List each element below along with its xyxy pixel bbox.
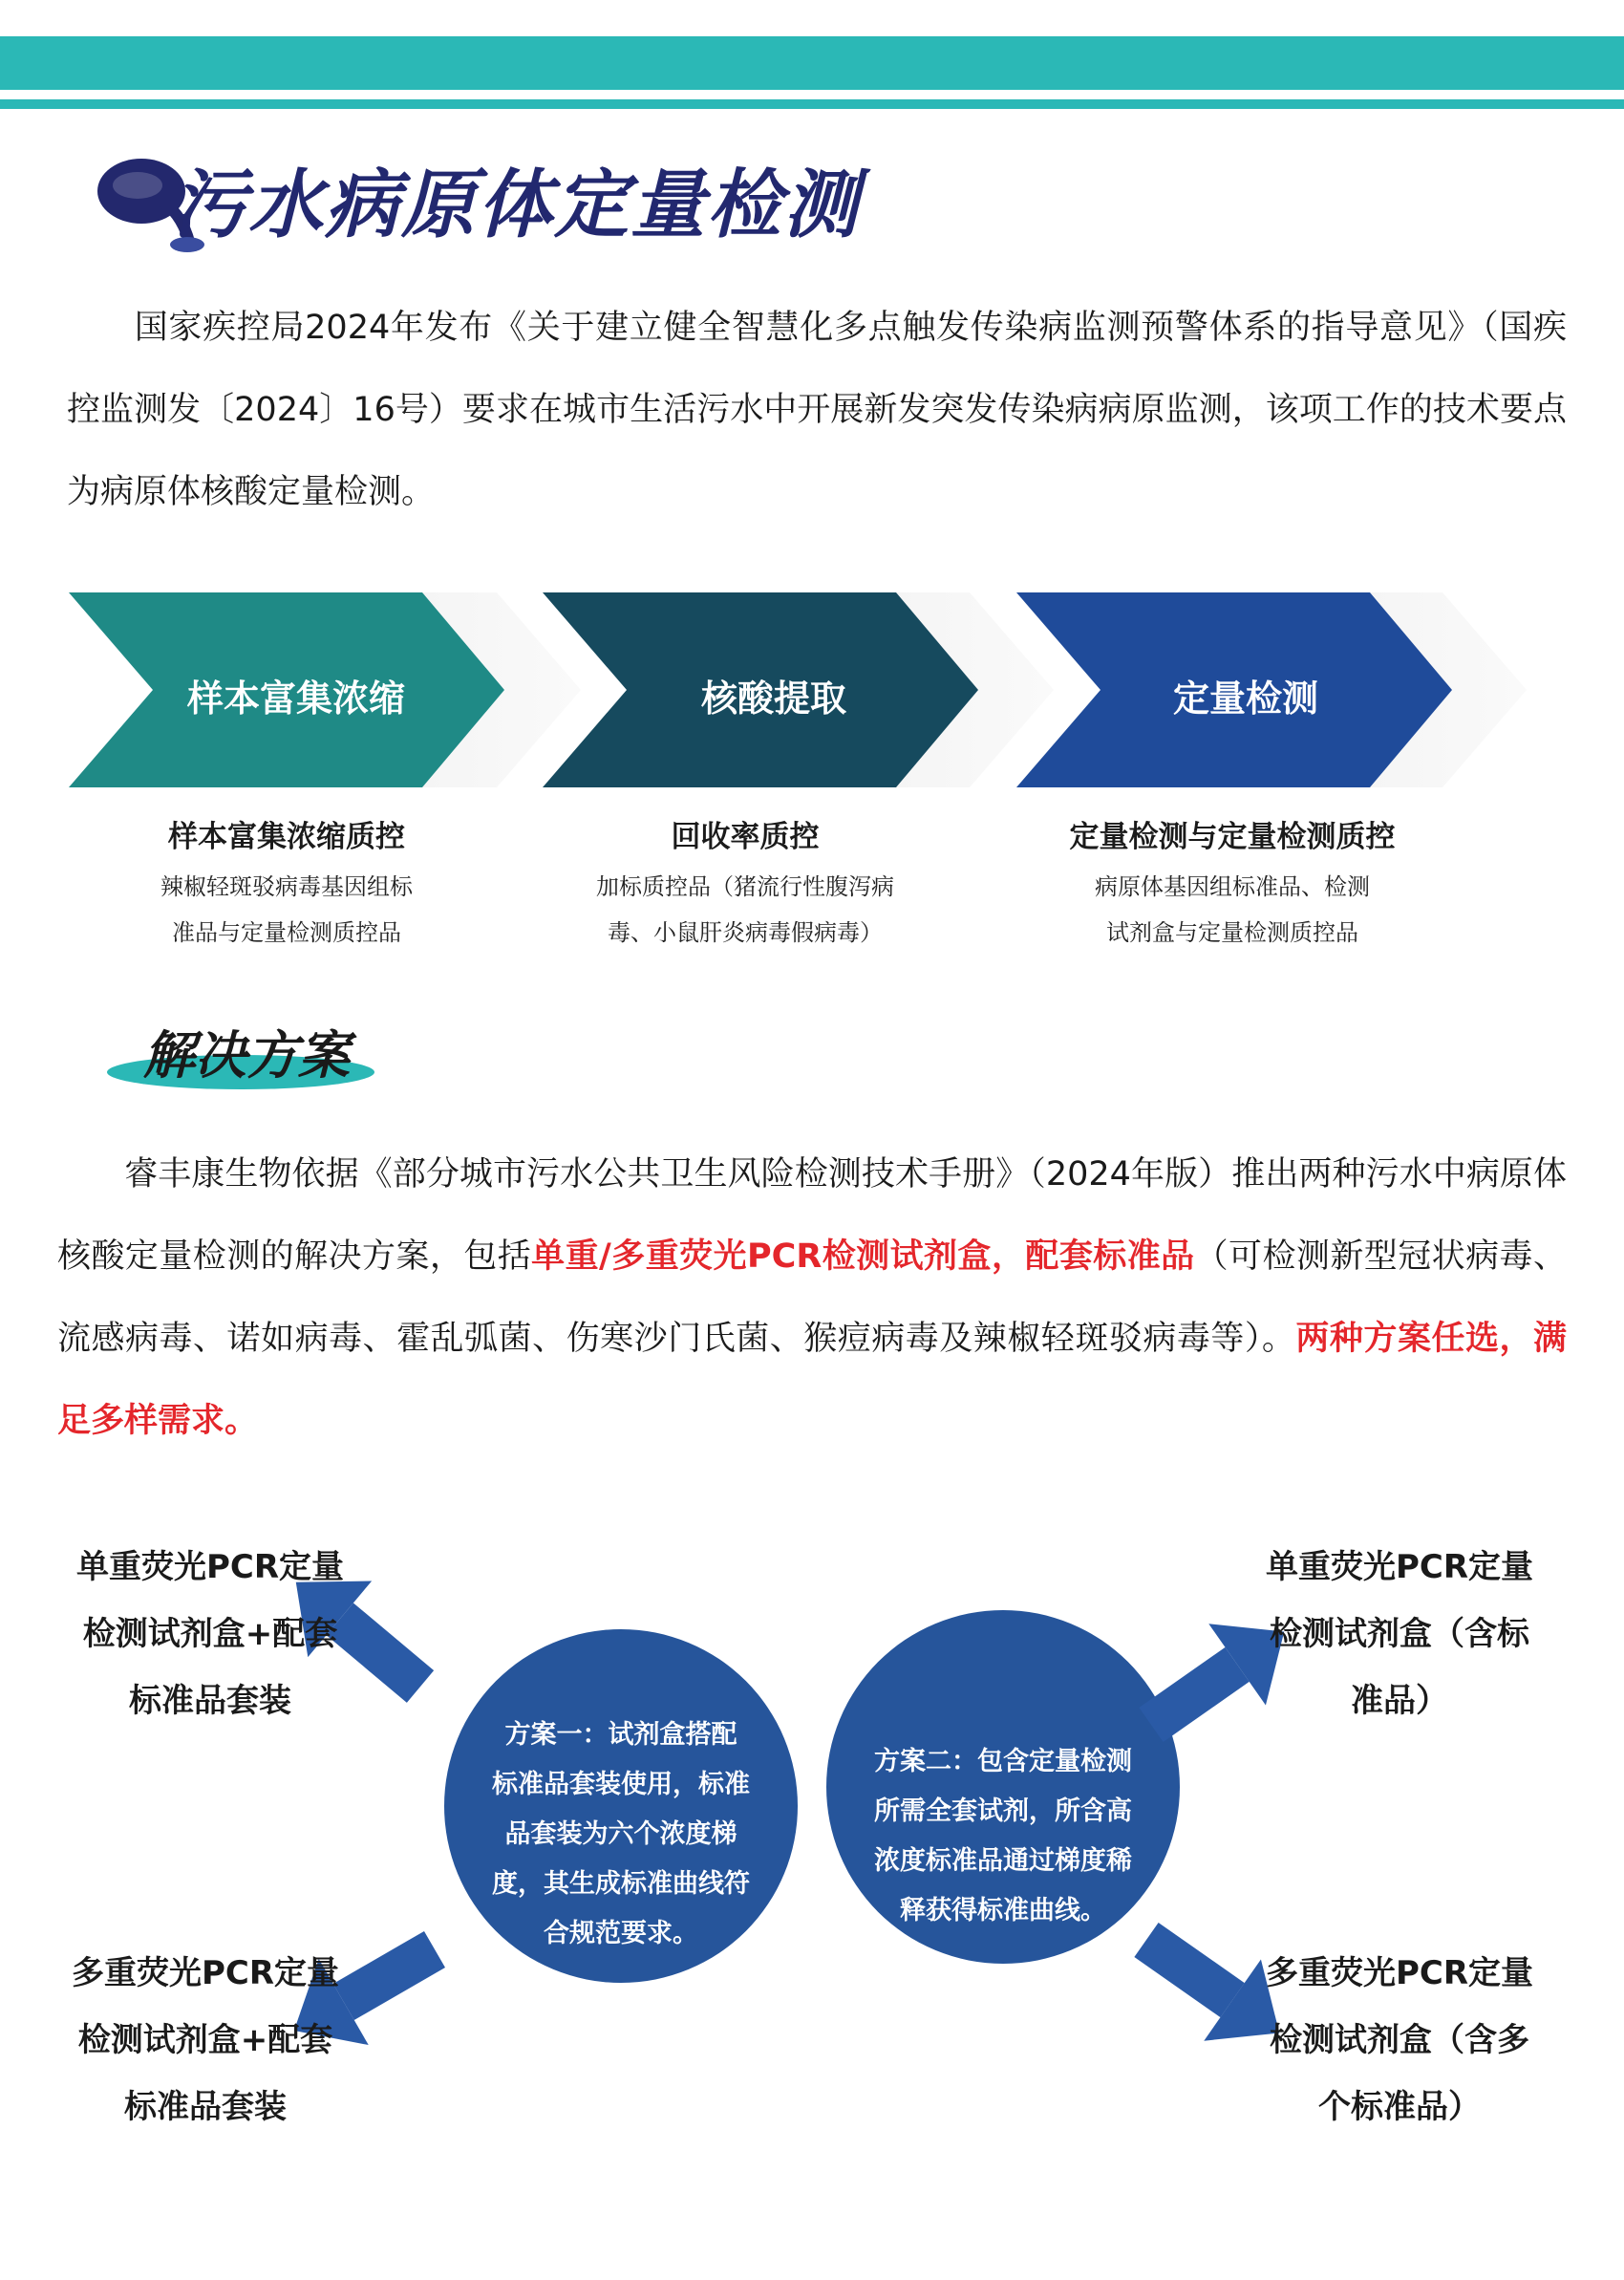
option-tr-line-2: 检测试剂盒（含标 [1270,1615,1529,1653]
option-tr-line-3: 准品） [1351,1682,1448,1720]
solution-heading: 解决方案 [143,1025,350,1086]
qc-desc-2a: 加标质控品（猪流行性腹泻病 [596,873,894,900]
option-tl-line-3: 标准品套装 [129,1682,291,1720]
plan2-line-2: 所需全套试剂，所含高 [874,1796,1132,1826]
solution-highlight-products: 单重/多重荧光PCR检测试剂盒，配套标准品 [531,1237,1195,1276]
plan2-line-1: 方案二：包含定量检测 [874,1747,1132,1776]
qc-title-2: 回收率质控 [671,820,820,854]
plan1-line-3: 品套装为六个浓度梯 [504,1819,737,1849]
step-label-quantification: 定量检测 [1172,678,1318,720]
option-bl-line-2: 检测试剂盒+配套 [77,2021,333,2059]
qc-title-3: 定量检测与定量检测质控 [1069,820,1396,854]
option-tl-line-2: 检测试剂盒+配套 [82,1615,338,1653]
option-tr-line-1: 单重荧光PCR定量 [1265,1548,1534,1586]
plan1-line-4: 度，其生成标准曲线符 [492,1869,750,1899]
step-label-enrichment: 样本富集浓缩 [186,678,405,720]
qc-title-1: 样本富集浓缩质控 [168,820,405,854]
option-multiplex-kit-incl-standards [1247,1940,1552,2140]
option-tl-line-1: 单重荧光PCR定量 [75,1548,345,1586]
plan1-line-2: 标准品套装使用，标准 [492,1770,750,1799]
option-br-line-1: 多重荧光PCR定量 [1265,1954,1534,1992]
page-title: 污水病原体定量检测 [172,162,861,248]
plan1-text [478,1710,764,1959]
step-label-extraction: 核酸提取 [700,678,846,720]
option-single-kit-incl-standard [1247,1534,1552,1734]
option-multiplex-kit-with-standard-set [53,1940,358,2140]
qc-desc-2b: 毒、小鼠肝炎病毒假病毒） [608,919,883,946]
header-band [0,36,1624,90]
solution-text-1: 睿丰康生物依据《部分城市污水公共卫生风险检测技术手册》（2024年版）推出两种污水中病原体核酸定量检测的解决方案，包括 [57,1155,1567,1276]
solution-paragraph [57,1133,1567,1462]
option-br-line-3: 个标准品） [1318,2088,1481,2126]
plan2-line-4: 释获得标准曲线。 [900,1896,1106,1925]
qc-desc-3a: 病原体基因组标准品、检测 [1095,873,1370,900]
plan1-line-1: 方案一：试剂盒搭配 [504,1720,737,1750]
option-br-line-2: 检测试剂盒（含多 [1270,2021,1529,2059]
solution-highlight-choice: 两种方案任选，满足多样需求。 [57,1320,1567,1440]
qc-desc-3b: 试剂盒与定量检测质控品 [1106,919,1358,946]
qc-desc-1b: 准品与定量检测质控品 [172,919,401,946]
option-bl-line-1: 多重荧光PCR定量 [71,1954,340,1992]
plan1-line-5: 合规范要求。 [544,1919,698,1948]
option-single-kit-with-standard-set [57,1534,363,1734]
plan2-text [860,1737,1146,1936]
qc-desc-1a: 辣椒轻斑驳病毒基因组标 [160,873,413,900]
header-stripe [0,99,1624,109]
intro-text: 国家疾控局2024年发布《关于建立健全智慧化多点触发传染病监测预警体系的指导意见》（国疾控监测发〔2024〕16号）要求在城市生活污水中开展新发突发传染病病原监测，该项工作的技术要点为病原体核酸定量检测。 [67,309,1567,511]
plan2-line-3: 浓度标准品通过梯度稀 [874,1846,1132,1876]
intro-paragraph [67,287,1567,533]
solution-text-2: （可检测新型冠状病毒、流感病毒、诺如病毒、霍乱弧菌、伤寒沙门氏菌、猴痘病毒及辣椒轻斑驳病毒等）。 [57,1237,1567,1358]
option-bl-line-3: 标准品套装 [124,2088,287,2126]
